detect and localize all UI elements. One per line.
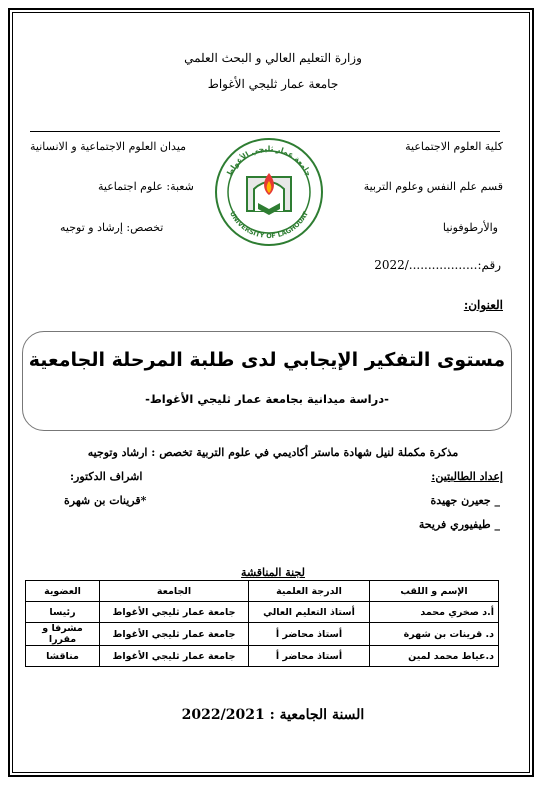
memo-description: مذكرة مكملة لنيل شهادة ماستر أكاديمي في علوم التربية تخصص : ارشاد وتوجيه (87, 446, 459, 459)
table-row (26, 602, 499, 623)
field: ميدان العلوم الاجتماعية و الانسانية (30, 140, 187, 153)
member-university: جامعة عمار ثليجي الأغواط (100, 623, 249, 646)
specialty: تخصص: إرشاد و توجيه (60, 221, 164, 234)
university-name: جامعة عمار ثليجي الأغواط (207, 77, 339, 91)
member-role: مشرفا و مقررا (26, 623, 100, 646)
member-name: أ.د صخري محمد (370, 602, 499, 623)
document-number: رقم:................../2022 (374, 258, 501, 272)
member-name: د. قرينات بن شهرة (370, 623, 499, 646)
supervisor-name: *قرينات بن شهرة (64, 494, 147, 507)
university-logo (214, 137, 324, 247)
department: قسم علم النفس وعلوم التربية (363, 180, 503, 193)
title-box (22, 331, 512, 431)
table-row (26, 646, 499, 667)
supervisor-label: اشراف الدكتور: (70, 470, 143, 483)
title-label: العنوان: (463, 298, 503, 312)
column-header-name: الإسم و اللقب (370, 581, 499, 602)
member-university: جامعة عمار ثليجي الأغواط (100, 646, 249, 667)
column-header-role: العضوية (26, 581, 100, 602)
student-name-2: _ طيفيوري فريحة (418, 518, 500, 531)
table-header-row (26, 581, 499, 602)
member-rank: أستاذ محاضر أ (249, 623, 370, 646)
column-header-university: الجامعة (100, 581, 249, 602)
academic-year: السنة الجامعية : 2022/2021 (181, 707, 365, 723)
ministry-name: وزارة التعليم العالي و البحث العلمي (184, 51, 362, 65)
thesis-title: مستوى التفكير الإيجابي لدى طلبة المرحلة الجامعية (28, 349, 506, 371)
member-role: مناقشا (26, 646, 100, 667)
jury-table (25, 580, 499, 667)
branch: شعبة: علوم اجتماعية (98, 180, 194, 193)
department-continued: والأرطوفونيا (442, 221, 498, 234)
faculty: كلية العلوم الاجتماعية (405, 140, 503, 153)
svg-text:جامعة عمار ثليجي الأغواط: جامعة عمار ثليجي الأغواط (224, 143, 314, 178)
students-label: إعداد الطالبتين: (431, 470, 503, 483)
member-role: رئيسا (26, 602, 100, 623)
table-row (26, 623, 499, 646)
svg-text:UNIVERSITY OF LAGHOUAT: UNIVERSITY OF LAGHOUAT (228, 210, 310, 240)
member-name: د.عياط محمد لمين (370, 646, 499, 667)
thesis-subtitle: -دراسة ميدانية بجامعة عمار ثليجي الأغواط- (145, 392, 389, 406)
student-name-1: _ جعيرن جهيدة (430, 494, 500, 507)
member-rank: أستاذ التعليم العالي (249, 602, 370, 623)
column-header-rank: الدرجة العلمية (249, 581, 370, 602)
jury-label: لجنة المناقشة (241, 566, 305, 579)
member-rank: أستاذ محاضر أ (249, 646, 370, 667)
member-university: جامعة عمار ثليجي الأغواط (100, 602, 249, 623)
header-divider (30, 131, 500, 132)
